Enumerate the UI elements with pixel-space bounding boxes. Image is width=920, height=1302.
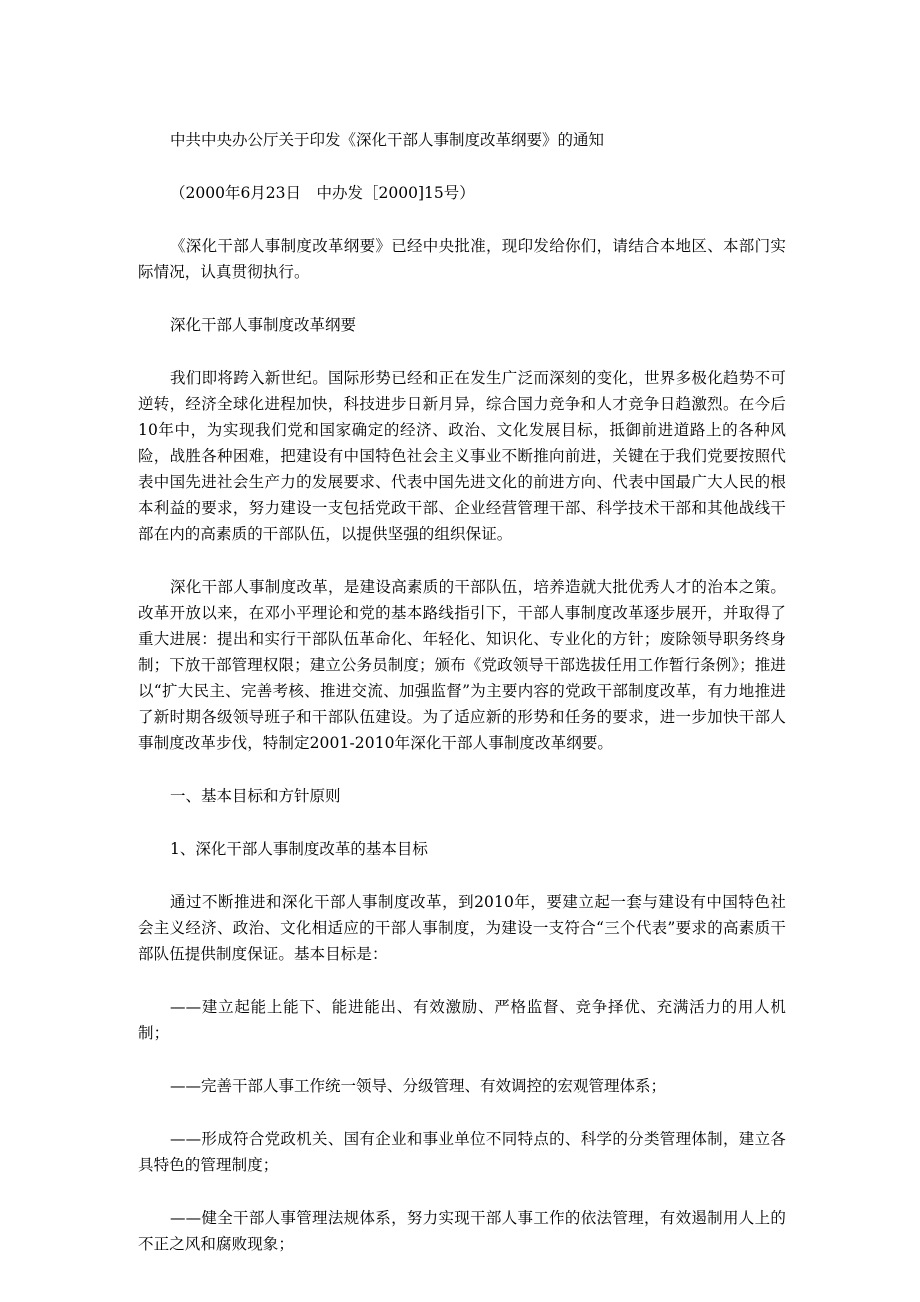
goal-item-1: ——建立起能上能下、能进能出、有效激励、严格监督、竞争择优、充满活力的用人机制； — [138, 998, 786, 1042]
date-line: （2000年6月23日 中办发［2000]15号） — [170, 184, 475, 202]
goal-item-3: ——形成符合党政机关、国有企业和事业单位不同特点的、科学的分类管理体制，建立各具特色的管理制度； — [138, 1130, 786, 1174]
intro-paragraph: 《深化干部人事制度改革纲要》已经中央批准，现印发给你们，请结合本地区、本部门实际情况，认真贯彻执行。 — [138, 237, 786, 281]
goal-item-2: ——完善干部人事工作统一领导、分级管理、有效调控的宏观管理体系； — [170, 1077, 667, 1095]
notice-title: 中共中央办公厅关于印发《深化干部人事制度改革纲要》的通知 — [170, 131, 605, 149]
paragraph-2: 深化干部人事制度改革，是建设高素质的干部队伍，培养造就大批优秀人才的治本之策。改革开放以来，在邓小平理论和党的基本路线指引下，干部人事制度改革逐步展开，并取得了重大进展：提出和实行干部队伍革命化、年轻化、知识化、专业化的方针；废除领导职务终身制；下放干部管理权限；建立公务员制度；颁布《党政领导干部选拔任用工作暂行条例》；推进以“扩大民主、完善考核、推进交流、加强监督”为主要内容的党政干部制度改革，有力地推进了新时期各级领导班子和干部队伍建设。为了适应新的形势和任务的要求，进一步加快干部人事制度改革步伐，特制定2001-2010年深化干部人事制度改革纲要。 — [138, 578, 786, 752]
subsection-heading-1: 1、深化干部人事制度改革的基本目标 — [170, 840, 428, 858]
document-page — [138, 127, 786, 1284]
outline-heading: 深化干部人事制度改革纲要 — [170, 316, 357, 334]
paragraph-1: 我们即将跨入新世纪。国际形势已经和正在发生广泛而深刻的变化，世界多极化趋势不可逆转，经济全球化进程加快，科技进步日新月异，综合国力竞争和人才竞争日趋激烈。在今后10年中，为实现我们党和国家确定的经济、政治、文化发展目标，抵御前进道路上的各种风险，战胜各种困难，把建设有中国特色社会主义事业不断推向前进，关键在于我们党要按照代表中国先进社会生产力的发展要求、代表中国先进文化的前进方向、代表中国最广大人民的根本利益的要求，努力建设一支包括党政干部、企业经营管理干部、科学技术干部和其他战线干部在内的高素质的干部队伍，以提供坚强的组织保证。 — [138, 369, 786, 543]
paragraph-3: 通过不断推进和深化干部人事制度改革，到2010年，要建立起一套与建设有中国特色社会主义经济、政治、文化相适应的干部人事制度，为建设一支符合“三个代表”要求的高素质干部队伍提供制度保证。基本目标是： — [138, 893, 786, 963]
section-heading-1: 一、基本目标和方针原则 — [170, 787, 341, 805]
goal-item-4: ——健全干部人事管理法规体系，努力实现干部人事工作的依法管理，有效遏制用人上的不正之风和腐败现象； — [138, 1209, 786, 1253]
